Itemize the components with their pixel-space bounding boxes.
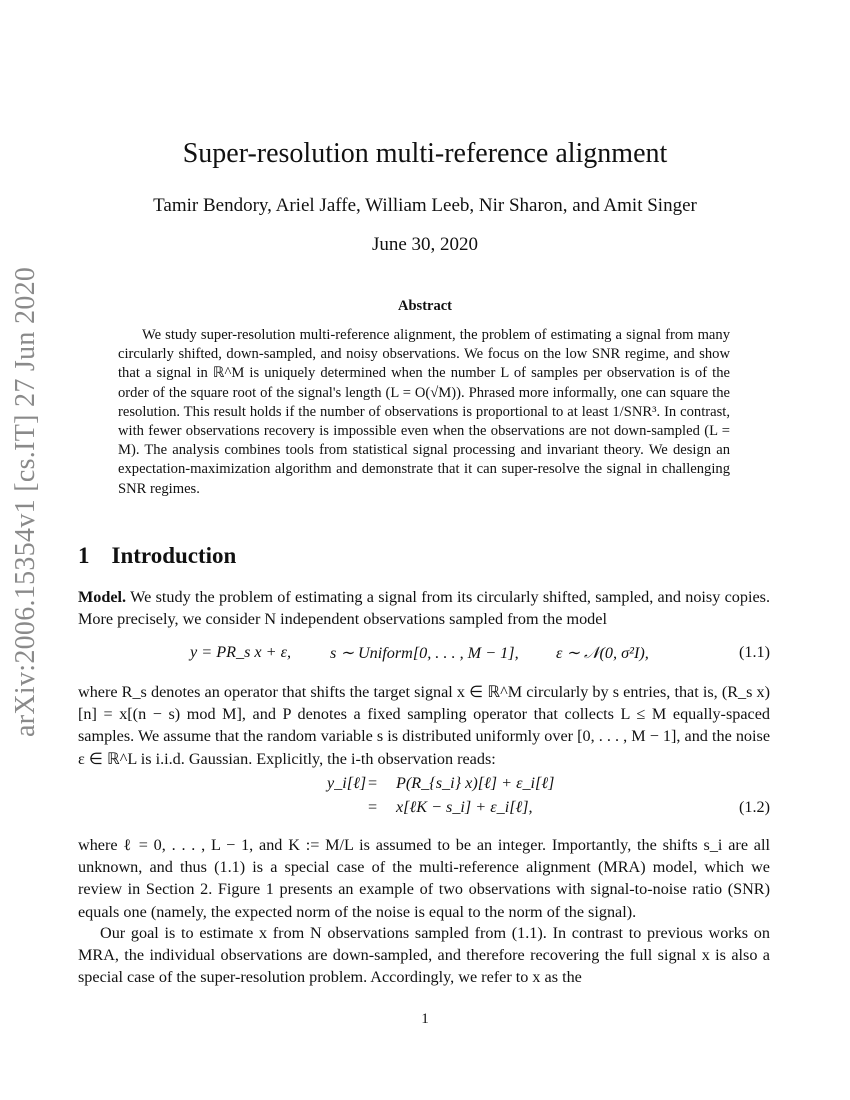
page-number: 1 [421, 1011, 429, 1027]
eq2-rhs-2: x[ℓK − s_i] + ε_i[ℓ], [396, 798, 533, 816]
model-lead: Model. [78, 588, 127, 606]
eq2-equals-2: = [368, 798, 378, 816]
eq1-noise-distribution: ε ∼ 𝒩(0, σ²I), [556, 644, 649, 662]
model-paragraph [78, 586, 770, 630]
section-number: 1 [78, 543, 90, 568]
eq2-lhs: y_i[ℓ] [327, 774, 367, 792]
operator-paragraph: where R_s denotes an operator that shifts the target signal x ∈ ℝ^M circularly by s entries, that is, (R_s x)[n] = x[(n − s) mod M], and P denotes a fixed sampling operator that collects L ≤ M equally-spaced samples. We assume that the random variable s is distributed uniformly over [0, . . . , M − 1], and the noise ε ∈ ℝ^L is i.i.d. Gaussian. Explicitly, the i-th observation reads: [78, 683, 770, 768]
publication-date: June 30, 2020 [371, 234, 479, 255]
eq2-equals-1: = [368, 774, 378, 792]
section-heading [78, 543, 236, 569]
eq2-number: (1.2) [738, 798, 770, 816]
author-list: Tamir Bendory, Ariel Jaffe, William Leeb, Nir Sharon, and Amit Singer [153, 195, 697, 216]
model-text: We study the problem of estimating a signal from its circularly shifted, sampled, and noisy copies. More precisely, we consider N independent observations sampled from the model [78, 588, 770, 629]
abstract-heading: Abstract [398, 298, 452, 314]
equation-1-2-line2 [78, 798, 770, 822]
eq1-shift-distribution: s ∼ Uniform[0, . . . , M − 1], [330, 644, 519, 662]
eq1-model: y = PR_s x + ε, [190, 643, 292, 661]
abstract-body: We study super-resolution multi-reference alignment, the problem of estimating a signal from many circularly shifted, down-sampled, and noisy observations. We focus on the low SNR regime, and show that a signal in ℝ^M is uniquely determined when the number L of samples per observation is of the order of the square root of the signal's length (L = O(√M)). Phrased more informally, one can square the resolution. This result holds if the number of observations is proportional to at least 1/SNR³. In contrast, with fewer observations recovery is impossible even when the observations are not down-sampled (L = M). The analysis combines tools from statistical signal processing and invariant theory. We design an expectation-maximization algorithm and demonstrate that it can super-resolve the signal in challenging SNR regimes. [118, 327, 730, 497]
goal-paragraph: Our goal is to estimate x from N observations sampled from (1.1). In contrast to previous works on MRA, the individual observations are down-sampled, and therefore recovering the full signal x is also a special case of the super-resolution problem. Accordingly, we refer to x as the [78, 924, 770, 987]
eq1-number: (1.1) [738, 643, 770, 661]
section-title: Introduction [111, 543, 237, 568]
mra-paragraph: where ℓ = 0, . . . , L − 1, and K := M/L is assumed to be an integer. Importantly, the shifts s_i are all unknown, and thus (1.1) is a special case of the multi-reference alignment (MRA) model, which we review in Section 2. Figure 1 presents an example of two observations with signal-to-noise ratio (SNR) equals one (namely, the expected norm of the noise is equal to the norm of the signal). [78, 836, 770, 921]
paper-title: Super-resolution multi-reference alignment [182, 138, 668, 169]
arxiv-identifier-stamp: arXiv:2006.15354v1 [cs.IT] 27 Jun 2020 [10, 266, 41, 738]
equation-1-1 [78, 643, 770, 667]
equation-1-2-line1 [78, 774, 770, 798]
eq2-rhs-1: P(R_{s_i} x)[ℓ] + ε_i[ℓ] [396, 774, 555, 792]
